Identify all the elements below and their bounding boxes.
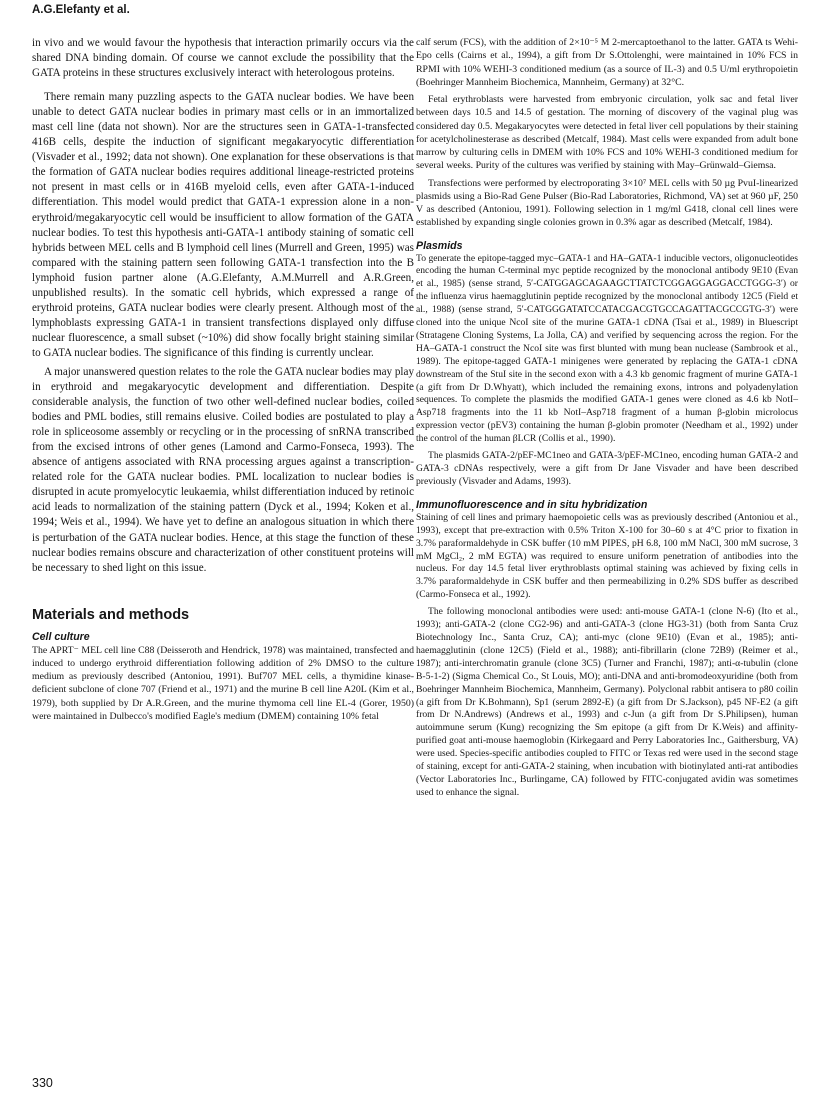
subsection-title-immunofluorescence: Immunofluorescence and in situ hybridization — [416, 498, 648, 511]
body-paragraph: The plasmids GATA-2/pEF-MC1neo and GATA-3/pEF-MC1neo, encoding human GATA-2 and GATA-3 cDNAs respectively, were a gift from Dr Jane Visvader and have been described previously (Visvader and Adams, 1993). — [416, 450, 798, 487]
subsection-title-plasmids: Plasmids — [416, 239, 463, 252]
left-column — [32, 36, 414, 723]
running-head: A.G.Elefanty et al. — [32, 4, 130, 16]
body-paragraph: There remain many puzzling aspects to the GATA nuclear bodies. We have been unable to detect GATA nuclear bodies in primary mast cells or in an immortalized mast cell line (data not shown). Nor are the structures seen in GATA-1-transfected 416B cells, despite the induction of significant megakaryocytic differentiation (Visvader et al., 1992; data not shown). One explanation for these observations is that the formation of GATA nuclear bodies requires additional lineage-restricted proteins not present in mast cells or in 416B myeloid cells, even after GATA-1-induced differentiation. This model would predict that GATA-1 expression alone in a non-erythroid/megakaryocytic cell would be insufficient to allow formation of the GATA nuclear bodies. To test this hypothesis anti-GATA-1 antibody staining of somatic cell hybrids between MEL cells and B lymphoid cell lines (Murrell and Green, 1995) was compared with the staining pattern seen following GATA-1 transfection into the B lymphoid fusion partner alone (A.G.Elefanty, A.M.Murrell and A.R.Green, unpublished results). In the somatic cell hybrids, which expressed a range of erythroid proteins, GATA nuclear bodies were clearly present. Although most of the lymphoblasts expressing GATA-1 in transient transfections displayed only diffuse nuclear fluorescence, a small subset (~10%) did show focally bright staining similar to GATA nuclear bodies. The significance of this finding is currently unclear. — [32, 91, 414, 359]
body-paragraph: A major unanswered question relates to the role the GATA nuclear bodies may play in erythroid and megakaryocytic development and differentiation. Despite considerable analysis, the function of two other well-defined nuclear bodies, coiled bodies and PML bodies, still remains elusive. Coiled bodies are postulated to play a role in spliceosome assembly or recycling or in the processing of snRNA transcribed from the excised introns of other genes (Lamond and Carmo-Fonseca, 1993). The absence of antigens associated with RNA processing argues against a transcription-related role for the GATA nuclear bodies. PML localization to nuclear bodies is disrupted in acute promyelocytic leukaemia, whilst differentiation induced by retinoic acid leads to normalization of the staining pattern (Dyck et al., 1994; Koken et al., 1994; Weis et al., 1994). We have yet to define an analogous situation in which there is perturbation of the GATA nuclear bodies. Hence, at this stage the function of these nuclear bodies remains obscure and characterization of other constituent proteins will be necessary to shed light on this issue. — [32, 365, 414, 574]
right-column — [416, 36, 798, 800]
body-paragraph: Fetal erythroblasts were harvested from embryonic circulation, yolk sac and fetal liver between days 10.5 and 14.5 of gestation. The morning of discovery of the vaginal plug was considered day 0.5. Megakaryocytes were detected in fetal liver cell populations by their staining for acetylcholinesterase as described (Metcalf, 1984). Mast cells were expanded from adult bone marrow by culturing cells in DMEM with 10% FCS and 10% WEHI-3 conditioned medium for several weeks. Purity of the cultures was verified by staining with May–Grünwald–Giemsa. — [416, 94, 798, 172]
body-paragraph: The APRT⁻ MEL cell line C88 (Deisseroth and Hendrick, 1978) was maintained, transfected and induced to undergo erythroid differentiation following addition of 2% DMSO to the culture medium as previously described (Antoniou, 1991). Buf707 MEL cells, a thymidine kinase-deficient subclone of clone 707 (Friend et al., 1971) and the murine B cell line A20L (Kim et al., 1979), both supplied by Dr A.R.Green, and the murine thymoma cell line EL-4 (Gorer, 1950) were maintained in Dulbecco's modified Eagle's medium (DMEM) containing 10% fetal — [32, 644, 414, 722]
body-paragraph: The following monoclonal antibodies were used: anti-mouse GATA-1 (clone N-6) (Ito et al., 1993); anti-GATA-2 (clone CG2-96) and anti-GATA-3 (clone HG3-31) (both from Santa Cruz Biotechnology Inc., Santa Cruz, CA); anti-myc (clone 9E10) (Evan et al., 1985); anti-haemagglutinin (clone 12C5) (Field et al., 1988); anti-fibrillarin (clone 72B9) (Reimer et al., 1987); anti-interchromatin granule (clone 3C5) (Turner and Franchi, 1987); anti-α-tubulin (clone B-5-1-2) (Sigma Chemical Co., St Louis, MO); anti-DNA and anti-bromodeoxyuridine (both from Boehringer Mannheim Biochemica, Mannheim, Germany). Polyclonal rabbit antisera to p80 coilin (a gift from Dr K.Bohmann), Sp1 (serum 2892-E) (a gift from Dr S.Jackson), p45 NF-E2 (a gift from Dr N.Andrews) (Andrews et al., 1993) and c-Jun (a gift from Dr S.Philipsen), human autoimmune serum (Kung) recognizing the Sm epitope (a gift from Dr K.Weis) and affinity-purified goat anti-mouse haemoglobin (Kirkegaard and Perry Laboratories Inc., Gaithersburg, VA) were used. Species-specific antibodies coupled to FITC or Texas red were used in the second stage of staining, except for anti-GATA-2 staining, when incubation with biotinylated anti-rat antibodies (Vector Laboratories Inc., Burlingame, CA) followed by FITC-conjugated avidin was sometimes used to enhance the signal. — [416, 606, 798, 798]
body-paragraph: Transfections were performed by electroporating 3×10⁷ MEL cells with 50 µg PvuI-linearized plasmids using a Bio-Rad Gene Pulser (Bio-Rad Laboratories, Richmond, VA) set at 960 µF, 250 V as described (Antoniou, 1991). Following selection in 1 mg/ml G418, clonal cell lines were established by expanding single colonies grown in 0.3% agar as described (Metcalf, 1984). — [416, 177, 798, 229]
subsection-title-cell-culture: Cell culture — [32, 630, 90, 643]
page-number: 330 — [32, 1076, 53, 1090]
body-paragraph: Staining of cell lines and primary haemopoietic cells was as previously described (Antoniou et al., 1993), except that pre-extraction with 0.5% Triton X-100 for 30–60 s at 4°C prior to fixation in 3.7% paraformaldehyde in CSK buffer (10 mM PIPES, pH 6.8, 100 mM NaCl, 300 mM sucrose, 3 mM MgCl₂, 2 mM EGTA) was required to ensure uniform penetration of antibodies into the nucleus. For day 14.5 fetal liver erythroblasts optimal staining was achieved by fixing cells in 3.7% paraformaldehyde in CSK buffer and then permeabilizing in 0.2% SDS buffer as described (Carmo-Fonseca et al., 1992). — [416, 511, 798, 601]
body-paragraph: in vivo and we would favour the hypothesis that interaction primarily occurs via the shared DNA binding domain. Of course we cannot exclude the possibility that the GATA proteins in these structures exclusively interact with heterologous proteins. — [32, 37, 414, 80]
section-title-materials-methods: Materials and methods — [32, 606, 190, 623]
body-paragraph: calf serum (FCS), with the addition of 2×10⁻⁵ M 2-mercaptoethanol to the latter. GATA ts Wehi-Epo cells (Cairns et al., 1994), a gift from Dr S.Ottolenghi, were maintained in 10% FCS in RPMI with 10% WEHI-3 conditioned medium (as a source of IL-3) and 0.5 U/ml erythropoietin (Boehringer Mannheim Biochemica, Mannheim, Germany) at 32°C. — [416, 37, 798, 88]
body-paragraph: To generate the epitope-tagged myc–GATA-1 and HA–GATA-1 inducible vectors, oligonucleotides encoding the human C-terminal myc peptide recognized by the monoclonal antibody 9E10 (Evan et al., 1985) (sense strand, 5′-CATGGAGCAGAAGCTTATCTCGGAGGAGGACCTGGG-3′) or the influenza virus haemagglutinin peptide recognized by the monoclonal antibody 12C5 (Field et al., 1988) (sense strand, 5′-CATGGGATATCCATACGACGTGCCAGATTACGCCGTG-3′) were cloned into the unique NcoI site of the murine GATA-1 cDNA (Tsai et al., 1989) in Bluescript (Stratagene Cloning Systems, La Jolla, CA) and verified by sequencing across the region. For the HA–GATA-1 construct the NcoI site was first blunted with mung bean nuclease (Sambrook et al., 1989). The epitope-tagged GATA-1 minigenes were generated by replacing the GATA-1 cDNA downstream of the StuI site in the second exon with a 4.3 kb genomic fragment of murine GATA-1 (a gift from Dr D.Whyatt), which included the remaining exons, introns and polyadenylation sequences. To complete the plasmids the modified GATA-1 genes were cloned as 4.6 kb NotI–Asp718 fragments into the 11 kb NotI–Asp718 fragment of a human β-globin microlocus expression vector (pEV3) containing the human β-globin promoter (Needham et al., 1992) under the control of the human βLCR (Collis et al., 1990). — [416, 252, 798, 445]
